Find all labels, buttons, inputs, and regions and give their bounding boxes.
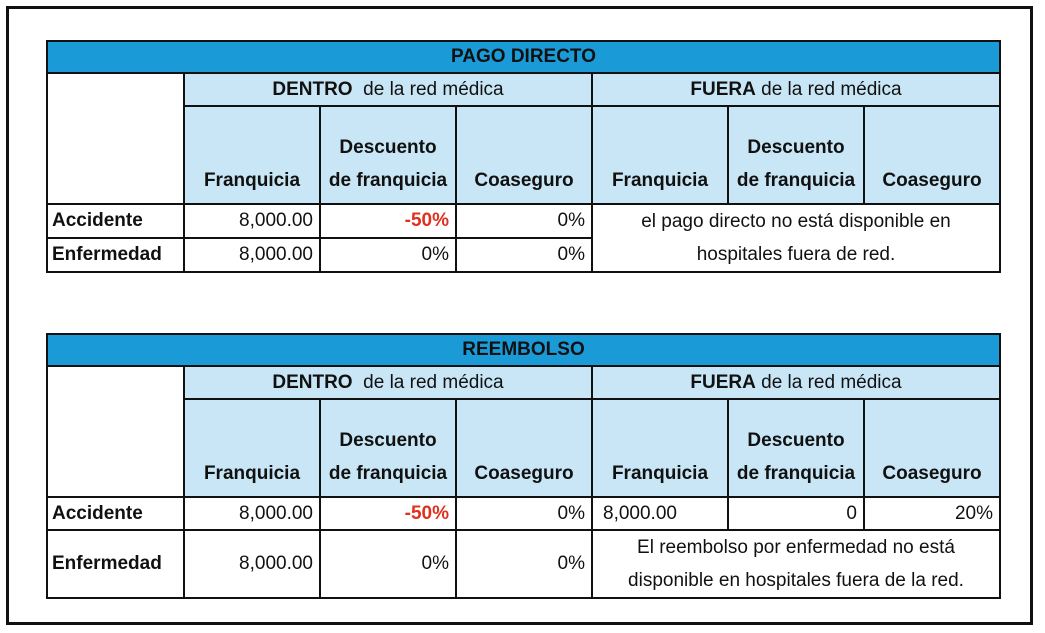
fuera-label: FUERA	[690, 371, 756, 393]
franquicia-value: 8,000.00	[184, 238, 320, 272]
table-row	[47, 497, 1000, 530]
coaseguro-value: 0%	[456, 530, 592, 598]
col-fuera-franquicia: Franquicia	[592, 106, 728, 204]
pago-directo-table	[46, 40, 1001, 273]
table-title: PAGO DIRECTO	[47, 41, 1000, 73]
row-label: Enfermedad	[47, 238, 184, 272]
franquicia-value: 8,000.00	[184, 497, 320, 530]
corner-cell	[47, 73, 184, 204]
fuera-coaseguro-value: 20%	[864, 497, 1000, 530]
franquicia-value: 8,000.00	[184, 530, 320, 598]
col-coaseguro: Coaseguro	[456, 106, 592, 204]
col-descuento: Descuento de franquicia	[320, 106, 456, 204]
dentro-rest-label: de la red médica	[363, 78, 504, 100]
descuento-value: -50%	[320, 204, 456, 238]
table-title: REEMBOLSO	[47, 334, 1000, 366]
coaseguro-value: 0%	[456, 204, 592, 238]
corner-cell	[47, 366, 184, 497]
col-fuera-descuento: Descuento de franquicia	[728, 106, 864, 204]
col-fuera-coaseguro: Coaseguro	[864, 106, 1000, 204]
row-label: Enfermedad	[47, 530, 184, 598]
descuento-value: 0%	[320, 238, 456, 272]
franquicia-value: 8,000.00	[184, 204, 320, 238]
col-descuento: Descuento de franquicia	[320, 399, 456, 497]
fuera-descuento-value: 0	[728, 497, 864, 530]
col-franquicia: Franquicia	[184, 399, 320, 497]
col-fuera-franquicia: Franquicia	[592, 399, 728, 497]
fuera-franquicia-value: 8,000.00	[592, 497, 728, 530]
fuera-rest-label: de la red médica	[761, 371, 902, 393]
dentro-label: DENTRO	[272, 78, 353, 100]
dentro-rest-label: de la red médica	[363, 371, 504, 393]
col-fuera-descuento: Descuento de franquicia	[728, 399, 864, 497]
table-row	[47, 530, 1000, 598]
dentro-red-header	[184, 366, 592, 399]
fuera-rest-label: de la red médica	[761, 78, 902, 100]
fuera-note: el pago directo no está disponible en hospitales fuera de red.	[592, 204, 1000, 272]
coaseguro-value: 0%	[456, 497, 592, 530]
fuera-red-header	[592, 73, 1000, 106]
dentro-label: DENTRO	[272, 371, 353, 393]
descuento-value: -50%	[320, 497, 456, 530]
descuento-value: 0%	[320, 530, 456, 598]
coaseguro-value: 0%	[456, 238, 592, 272]
dentro-red-header	[184, 73, 592, 106]
col-franquicia: Franquicia	[184, 106, 320, 204]
row-label: Accidente	[47, 497, 184, 530]
fuera-note: El reembolso por enfermedad no está disponible en hospitales fuera de la red.	[592, 530, 1000, 598]
reembolso-table	[46, 333, 1001, 599]
col-coaseguro: Coaseguro	[456, 399, 592, 497]
row-label: Accidente	[47, 204, 184, 238]
table-row	[47, 204, 1000, 238]
fuera-red-header	[592, 366, 1000, 399]
fuera-label: FUERA	[690, 78, 756, 100]
col-fuera-coaseguro: Coaseguro	[864, 399, 1000, 497]
